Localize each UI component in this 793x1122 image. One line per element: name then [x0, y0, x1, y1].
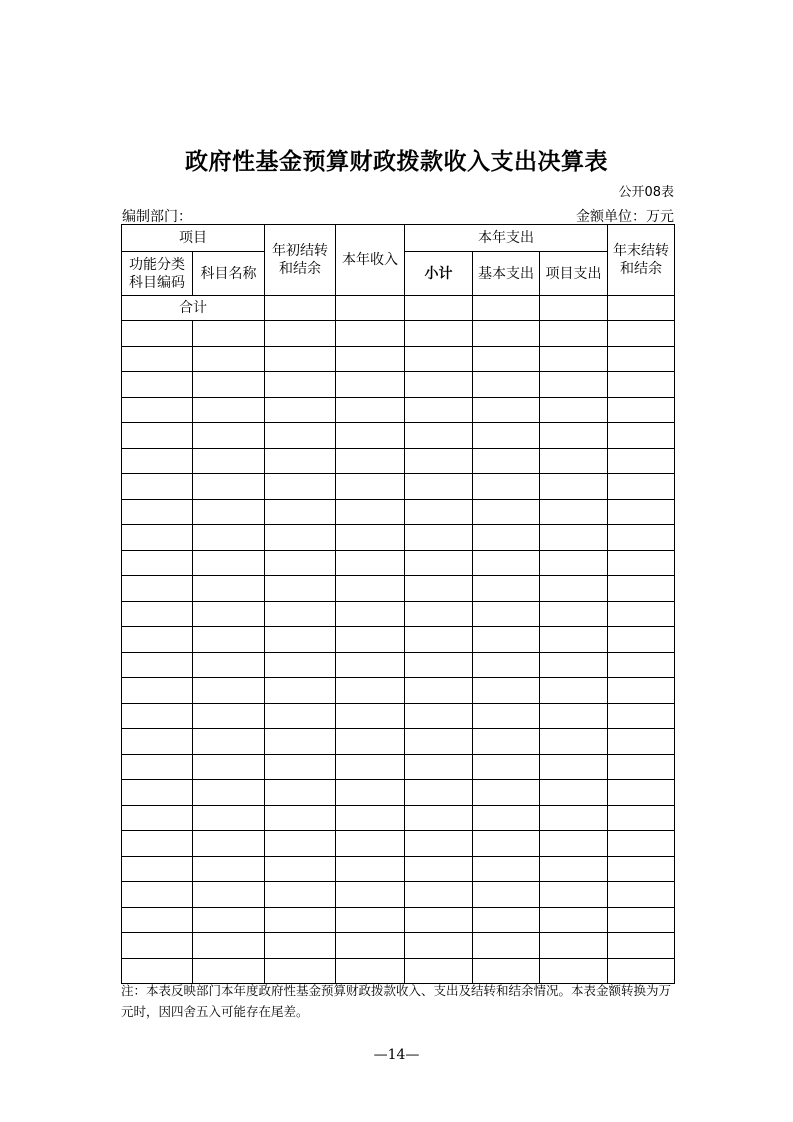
table-cell [608, 805, 675, 831]
table-cell [540, 474, 608, 500]
page-number: —14— [373, 1047, 420, 1063]
table-row [122, 703, 675, 729]
table-cell [540, 321, 608, 347]
table-cell [473, 754, 540, 780]
header-row-1 [122, 225, 675, 252]
table-cell [336, 499, 405, 525]
table-cell [540, 933, 608, 959]
table-cell [473, 882, 540, 908]
total-cell [265, 296, 336, 321]
header-item: 项目 [122, 225, 265, 252]
table-cell [540, 652, 608, 678]
total-label: 合计 [122, 296, 265, 321]
header-income: 本年收入 [336, 225, 405, 296]
table-row [122, 882, 675, 908]
table-cell [265, 856, 336, 882]
table-row [122, 652, 675, 678]
header-begin-balance: 年初结转 和结余 [265, 225, 336, 296]
table-cell [193, 321, 265, 347]
table-cell [608, 729, 675, 755]
table-cell [473, 321, 540, 347]
table-cell [608, 678, 675, 704]
table-row [122, 856, 675, 882]
table-cell [193, 499, 265, 525]
table-cell [608, 933, 675, 959]
table-cell [193, 678, 265, 704]
table-cell [122, 372, 193, 398]
header-func-code: 功能分类 科目编码 [122, 252, 193, 296]
table-cell [193, 423, 265, 449]
table-cell [608, 601, 675, 627]
table-cell [473, 703, 540, 729]
table-cell [405, 882, 473, 908]
table-cell [336, 831, 405, 857]
table-cell [405, 754, 473, 780]
table-cell [473, 627, 540, 653]
table-cell [540, 678, 608, 704]
table-cell [122, 397, 193, 423]
table-cell [540, 346, 608, 372]
table-cell [193, 933, 265, 959]
table-cell [122, 321, 193, 347]
table-cell [193, 805, 265, 831]
table-row [122, 780, 675, 806]
table-cell [405, 601, 473, 627]
table-cell [193, 627, 265, 653]
table-cell [122, 882, 193, 908]
table-cell [540, 831, 608, 857]
table-cell [265, 831, 336, 857]
table-cell [540, 372, 608, 398]
table-cell [265, 780, 336, 806]
table-cell [336, 397, 405, 423]
table-cell [122, 729, 193, 755]
table-cell [405, 831, 473, 857]
table-cell [405, 703, 473, 729]
table-row [122, 576, 675, 602]
table-cell [473, 678, 540, 704]
table-cell [405, 805, 473, 831]
table-cell [608, 831, 675, 857]
table-cell [405, 576, 473, 602]
page-title: 政府性基金预算财政拨款收入支出决算表 [185, 149, 608, 175]
table-cell [193, 882, 265, 908]
table-cell [608, 882, 675, 908]
table-cell [122, 474, 193, 500]
table-row [122, 448, 675, 474]
table-cell [405, 933, 473, 959]
table-cell [473, 601, 540, 627]
amount-unit-label: 金额单位：万元 [576, 209, 674, 225]
table-cell [122, 933, 193, 959]
table-cell [608, 754, 675, 780]
table-cell [122, 703, 193, 729]
table-cell [336, 729, 405, 755]
table-cell [265, 346, 336, 372]
table-cell [608, 703, 675, 729]
total-cell [473, 296, 540, 321]
table-cell [122, 601, 193, 627]
table-cell [608, 448, 675, 474]
table-cell [473, 652, 540, 678]
header-end-balance: 年末结转 和结余 [608, 225, 675, 296]
table-cell [193, 576, 265, 602]
table-cell [405, 550, 473, 576]
table-row [122, 831, 675, 857]
table-cell [193, 729, 265, 755]
table-row [122, 474, 675, 500]
table-cell [336, 576, 405, 602]
table-cell [336, 372, 405, 398]
table-cell [265, 372, 336, 398]
table-cell [336, 346, 405, 372]
table-cell [405, 321, 473, 347]
table-cell [122, 780, 193, 806]
table-cell [336, 856, 405, 882]
table-cell [193, 703, 265, 729]
table-cell [540, 397, 608, 423]
table-cell [540, 856, 608, 882]
table-cell [122, 678, 193, 704]
table-cell [540, 525, 608, 551]
table-cell [193, 856, 265, 882]
fund-budget-table [121, 224, 675, 984]
total-cell [405, 296, 473, 321]
table-cell [608, 474, 675, 500]
table-cell [473, 448, 540, 474]
table-cell [405, 525, 473, 551]
table-cell [265, 805, 336, 831]
table-row [122, 678, 675, 704]
table-cell [608, 576, 675, 602]
table-cell [193, 346, 265, 372]
table-cell [540, 423, 608, 449]
table-cell [405, 346, 473, 372]
header-project-expense: 项目支出 [540, 252, 608, 296]
table-cell [473, 933, 540, 959]
table-cell [122, 346, 193, 372]
table-cell [473, 729, 540, 755]
table-row [122, 346, 675, 372]
table-cell [193, 754, 265, 780]
table-row [122, 754, 675, 780]
table-row [122, 423, 675, 449]
table-cell [540, 882, 608, 908]
table-cell [265, 423, 336, 449]
table-row [122, 372, 675, 398]
table-row [122, 907, 675, 933]
table-cell [405, 423, 473, 449]
total-cell [540, 296, 608, 321]
table-cell [265, 499, 336, 525]
table-cell [473, 550, 540, 576]
table-cell [265, 601, 336, 627]
header-subject-name: 科目名称 [193, 252, 265, 296]
table-cell [336, 627, 405, 653]
table-cell [540, 448, 608, 474]
table-cell [336, 550, 405, 576]
table-cell [608, 627, 675, 653]
table-cell [608, 321, 675, 347]
table-cell [608, 372, 675, 398]
table-row [122, 321, 675, 347]
table-cell [608, 907, 675, 933]
table-cell [608, 346, 675, 372]
table-cell [473, 805, 540, 831]
table-cell [608, 423, 675, 449]
table-cell [122, 907, 193, 933]
header-expense: 本年支出 [405, 225, 608, 252]
table-cell [473, 856, 540, 882]
table-row [122, 729, 675, 755]
table-cell [405, 652, 473, 678]
table-cell [405, 372, 473, 398]
table-cell [540, 780, 608, 806]
table-cell [473, 474, 540, 500]
form-code: 公开08表 [618, 185, 674, 200]
table-cell [336, 321, 405, 347]
table-cell [405, 397, 473, 423]
table-cell [122, 550, 193, 576]
table-cell [336, 933, 405, 959]
table-cell [336, 525, 405, 551]
table-cell [193, 550, 265, 576]
table-cell [122, 831, 193, 857]
table-cell [193, 448, 265, 474]
table-cell [336, 805, 405, 831]
table-cell [336, 907, 405, 933]
table-cell [336, 754, 405, 780]
table-cell [265, 321, 336, 347]
table-cell [540, 601, 608, 627]
table-cell [608, 525, 675, 551]
table-cell [193, 397, 265, 423]
table-cell [265, 448, 336, 474]
table-cell [336, 652, 405, 678]
table-cell [540, 499, 608, 525]
table-cell [193, 372, 265, 398]
table-cell [473, 576, 540, 602]
table-cell [193, 907, 265, 933]
table-cell [265, 576, 336, 602]
table-cell [540, 729, 608, 755]
table-cell [473, 372, 540, 398]
table-cell [265, 397, 336, 423]
table-cell [122, 627, 193, 653]
table-cell [608, 550, 675, 576]
table-cell [193, 831, 265, 857]
table-cell [265, 474, 336, 500]
table-cell [608, 856, 675, 882]
table-row [122, 933, 675, 959]
table-cell [405, 856, 473, 882]
table-cell [265, 525, 336, 551]
table-cell [540, 627, 608, 653]
table-cell [608, 499, 675, 525]
department-label: 编制部门： [122, 209, 192, 225]
table-cell [405, 729, 473, 755]
footnote: 注：本表反映部门本年度政府性基金预算财政拨款收入、支出及结转和结余情况。本表金额转换为万元时，因四舍五入可能存在尾差。 [121, 983, 672, 1019]
table-cell [122, 499, 193, 525]
table-row [122, 601, 675, 627]
table-cell [540, 754, 608, 780]
table-cell [336, 474, 405, 500]
table-cell [540, 907, 608, 933]
table-cell [336, 678, 405, 704]
table-cell [473, 525, 540, 551]
table-cell [473, 499, 540, 525]
table-cell [193, 652, 265, 678]
table-cell [122, 423, 193, 449]
table-cell [540, 703, 608, 729]
table-cell [405, 907, 473, 933]
table-cell [540, 805, 608, 831]
table-cell [336, 423, 405, 449]
table-row [122, 525, 675, 551]
table-cell [265, 678, 336, 704]
table-row [122, 550, 675, 576]
table-cell [473, 780, 540, 806]
table-cell [608, 780, 675, 806]
table-cell [473, 423, 540, 449]
table-row [122, 805, 675, 831]
total-cell [336, 296, 405, 321]
table-cell [122, 856, 193, 882]
table-cell [265, 550, 336, 576]
table-cell [405, 678, 473, 704]
header-subtotal: 小计 [405, 252, 473, 296]
table-cell [122, 805, 193, 831]
table-cell [193, 780, 265, 806]
table-cell [540, 550, 608, 576]
table-row [122, 499, 675, 525]
table-cell [405, 499, 473, 525]
total-row [122, 296, 675, 321]
table-cell [193, 601, 265, 627]
table-cell [193, 525, 265, 551]
table-cell [122, 754, 193, 780]
table-cell [473, 831, 540, 857]
table-cell [265, 627, 336, 653]
table-cell [405, 448, 473, 474]
table-cell [540, 576, 608, 602]
table-cell [336, 703, 405, 729]
table-cell [473, 346, 540, 372]
table-cell [122, 448, 193, 474]
total-cell [608, 296, 675, 321]
table-cell [265, 729, 336, 755]
table-cell [473, 397, 540, 423]
table-cell [336, 601, 405, 627]
table-cell [122, 652, 193, 678]
table-cell [405, 780, 473, 806]
table-cell [265, 882, 336, 908]
table-cell [336, 448, 405, 474]
table-cell [193, 474, 265, 500]
table-cell [336, 780, 405, 806]
table-cell [265, 754, 336, 780]
table-cell [608, 397, 675, 423]
table-cell [473, 907, 540, 933]
table-row [122, 397, 675, 423]
table-cell [265, 652, 336, 678]
table-cell [265, 933, 336, 959]
table-cell [122, 525, 193, 551]
table-row [122, 627, 675, 653]
table-cell [265, 907, 336, 933]
table-cell [405, 627, 473, 653]
table-cell [405, 474, 473, 500]
header-basic-expense: 基本支出 [473, 252, 540, 296]
table-cell [265, 703, 336, 729]
table-cell [608, 652, 675, 678]
table-cell [122, 576, 193, 602]
table-cell [336, 882, 405, 908]
